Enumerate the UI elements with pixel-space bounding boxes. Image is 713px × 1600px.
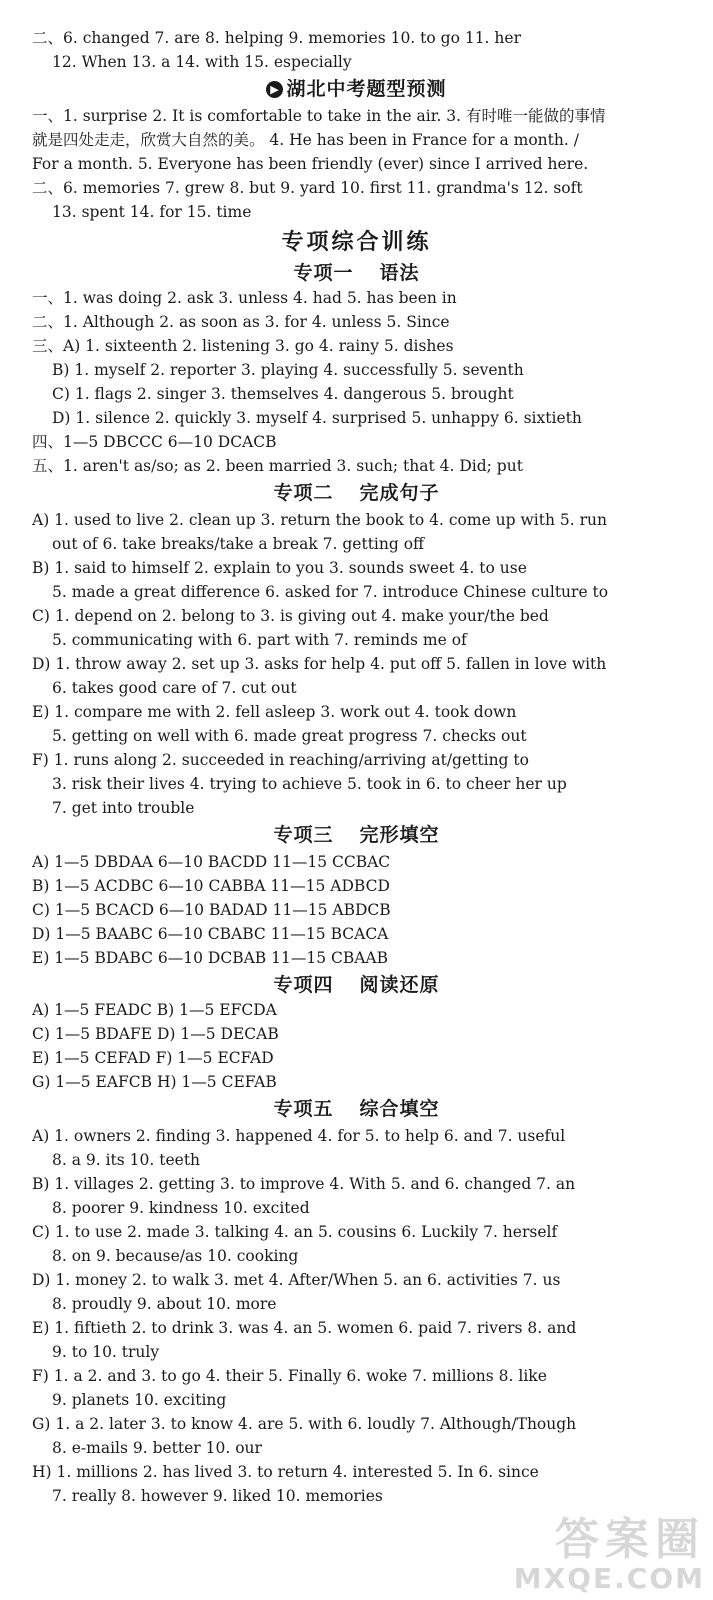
answer-line: G) 1. a 2. later 3. to know 4. are 5. with 6. loudly 7. Although/Though: [32, 1415, 577, 1433]
answer-line: 8. on 9. because/as 10. cooking: [52, 1247, 299, 1265]
answer-line: 9. to 10. truly: [52, 1343, 160, 1361]
play-circle-icon: ▶: [266, 81, 283, 98]
answer-line: 8. e-mails 9. better 10. our: [52, 1439, 262, 1457]
answer-line: 9. planets 10. exciting: [52, 1391, 227, 1409]
answer-line: B) 1. myself 2. reporter 3. playing 4. successfully 5. seventh: [52, 361, 524, 379]
answer-line: C) 1. flags 2. singer 3. themselves 4. dangerous 5. brought: [52, 385, 514, 403]
answer-line: For a month. 5. Everyone has been friendly (ever) since I arrived here.: [32, 155, 589, 173]
answer-line: out of 6. take breaks/take a break 7. getting off: [52, 535, 425, 553]
answer-line: 12. When 13. a 14. with 15. especially: [52, 53, 352, 71]
answer-line: 7. really 8. however 9. liked 10. memories: [52, 1487, 383, 1505]
page-title: 专项综合训练: [281, 230, 432, 255]
answer-line: G) 1—5 EAFCB H) 1—5 CEFAB: [32, 1073, 277, 1091]
watermark-domain: MXQE.COM: [513, 1562, 705, 1595]
answer-line: H) 1. millions 2. has lived 3. to return 4. interested 5. In 6. since: [32, 1463, 539, 1481]
section-heading-1: 专项一 语法: [293, 262, 420, 284]
answer-line: B) 1. said to himself 2. explain to you 3. sounds sweet 4. to use: [32, 559, 527, 577]
answer-line: 四、1—5 DBCCC 6—10 DCACB: [32, 433, 277, 451]
answer-line: 五、1. aren't as/so; as 2. been married 3. such; that 4. Did; put: [32, 457, 523, 475]
answer-line: 8. poorer 9. kindness 10. excited: [52, 1199, 310, 1217]
watermark-logo: [514, 1516, 705, 1594]
answer-line: A) 1—5 DBDAA 6—10 BACDD 11—15 CCBAC: [32, 853, 391, 871]
answer-line: 8. a 9. its 10. teeth: [52, 1151, 201, 1169]
answer-line: D) 1. throw away 2. set up 3. asks for help 4. put off 5. fallen in love with: [32, 655, 607, 673]
answer-line: 一、1. was doing 2. ask 3. unless 4. had 5. has been in: [32, 289, 457, 307]
answer-line: 三、A) 1. sixteenth 2. listening 3. go 4. rainy 5. dishes: [32, 337, 454, 355]
answer-line: B) 1. villages 2. getting 3. to improve 4. With 5. and 6. changed 7. an: [32, 1175, 576, 1193]
answer-line: A) 1—5 FEADC B) 1—5 EFCDA: [32, 1001, 277, 1019]
answer-line: 13. spent 14. for 15. time: [52, 203, 252, 221]
answer-line: E) 1—5 CEFAD F) 1—5 ECFAD: [32, 1049, 274, 1067]
section-heading-2: 专项二 完成句子: [273, 482, 440, 504]
answer-line: C) 1. depend on 2. belong to 3. is giving out 4. make your/the bed: [32, 607, 549, 625]
answer-line: 一、1. surprise 2. It is comfortable to take in the air. 3. 有时唯一能做的事情: [32, 107, 606, 125]
answer-line: 8. proudly 9. about 10. more: [52, 1295, 277, 1313]
section-heading-3: 专项三 完形填空: [273, 824, 440, 846]
answer-line: D) 1. silence 2. quickly 3. myself 4. surprised 5. unhappy 6. sixtieth: [52, 409, 582, 427]
section-heading-5: 专项五 综合填空: [273, 1098, 440, 1120]
answer-line: C) 1—5 BCACD 6—10 BADAD 11—15 ABDCB: [32, 901, 391, 919]
answer-line: A) 1. used to live 2. clean up 3. return the book to 4. come up with 5. run: [32, 511, 607, 529]
answer-line: D) 1—5 BAABC 6—10 CBABC 11—15 BCACA: [32, 925, 389, 943]
watermark-text: 答案圈: [555, 1514, 705, 1565]
answer-line: F) 1. runs along 2. succeeded in reaching/arriving at/getting to: [32, 751, 529, 769]
answer-line: B) 1—5 ACDBC 6—10 CABBA 11—15 ADBCD: [32, 877, 390, 895]
answer-line: 3. risk their lives 4. trying to achieve 5. took in 6. to cheer her up: [52, 775, 567, 793]
section-heading-hubei: ▶ 湖北中考题型预测: [0, 76, 713, 102]
answer-line: E) 1. fiftieth 2. to drink 3. was 4. an 5. women 6. paid 7. rivers 8. and: [32, 1319, 577, 1337]
answer-line: A) 1. owners 2. finding 3. happened 4. for 5. to help 6. and 7. useful: [32, 1127, 566, 1145]
answer-line: 二、6. memories 7. grew 8. but 9. yard 10. first 11. grandma's 12. soft: [32, 179, 583, 197]
answer-line: 5. communicating with 6. part with 7. reminds me of: [52, 631, 467, 649]
answer-line: F) 1. a 2. and 3. to go 4. their 5. Finally 6. woke 7. millions 8. like: [32, 1367, 547, 1385]
answer-line: C) 1—5 BDAFE D) 1—5 DECAB: [32, 1025, 279, 1043]
answer-line: D) 1. money 2. to walk 3. met 4. After/When 5. an 6. activities 7. us: [32, 1271, 561, 1289]
answer-line: 7. get into trouble: [52, 799, 195, 817]
answer-line: 二、6. changed 7. are 8. helping 9. memories 10. to go 11. her: [32, 29, 521, 47]
answer-line: 5. getting on well with 6. made great progress 7. checks out: [52, 727, 527, 745]
answer-line: 6. takes good care of 7. cut out: [52, 679, 297, 697]
answer-line: E) 1—5 BDABC 6—10 DCBAB 11—15 CBAAB: [32, 949, 389, 967]
answer-line: 就是四处走走，欣赏大自然的美。 4. He has been in France for a month. /: [32, 131, 579, 149]
answer-line: E) 1. compare me with 2. fell asleep 3. work out 4. took down: [32, 703, 517, 721]
answer-line: C) 1. to use 2. made 3. talking 4. an 5. cousins 6. Luckily 7. herself: [32, 1223, 558, 1241]
section-heading-4: 专项四 阅读还原: [273, 974, 440, 996]
answer-line: 5. made a great difference 6. asked for 7. introduce Chinese culture to: [52, 583, 609, 601]
answer-line: 二、1. Although 2. as soon as 3. for 4. unless 5. Since: [32, 313, 450, 331]
